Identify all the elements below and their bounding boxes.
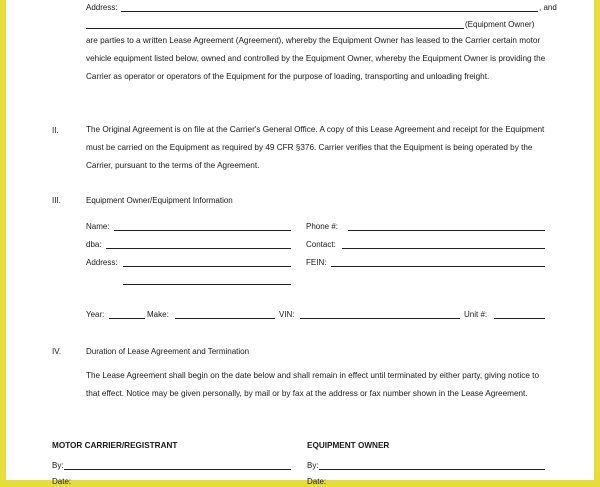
phone-label: Phone #: [306, 222, 339, 231]
make-label: Make: [147, 310, 169, 319]
section-iv-title: Duration of Lease Agreement and Termination [86, 347, 250, 356]
vin-field[interactable] [300, 318, 460, 319]
motor-carrier-heading: MOTOR CARRIER/REGISTRANT [52, 441, 178, 450]
owner-address-field-2[interactable] [123, 284, 291, 285]
section-iii-number: III. [52, 196, 61, 205]
fein-field[interactable] [331, 266, 545, 267]
contact-field[interactable] [342, 248, 545, 249]
owner-address-label: Address: [86, 258, 118, 267]
name-field[interactable] [114, 230, 291, 231]
owner-by-label: By: [307, 461, 319, 470]
section-ii-number: II. [52, 126, 59, 135]
lease-agreement-page [6, 0, 594, 486]
dba-label: dba: [86, 240, 102, 249]
fein-label: FEIN: [306, 258, 327, 267]
vin-label: VIN: [279, 310, 295, 319]
year-field[interactable] [109, 318, 145, 319]
phone-field[interactable] [348, 230, 545, 231]
equipment-owner-line[interactable] [86, 28, 464, 29]
owner-signature-line[interactable] [319, 469, 545, 470]
unit-label: Unit #: [464, 310, 488, 319]
carrier-by-label: By: [52, 461, 64, 470]
equipment-owner-heading: EQUIPMENT OWNER [307, 441, 390, 450]
address-line[interactable] [121, 11, 538, 12]
section-ii-text: The Original Agreement is on file at the Carrier's General Office. A copy of this Lease Agreement and receipt for the Equipment must be carried on the Equipment as required by 49 CFR §376. Carrier verifies that the Equipment is being operated by the Carrier, pursuant to the terms of the Agreement. [86, 125, 545, 170]
unit-field[interactable] [494, 318, 545, 319]
dba-field[interactable] [106, 248, 291, 249]
section-iii-title: Equipment Owner/Equipment Information [86, 196, 233, 205]
carrier-signature-line[interactable] [64, 469, 291, 470]
carrier-date-label: Date: [52, 477, 72, 486]
address-label: Address: [86, 3, 118, 12]
owner-date-label: Date: [307, 477, 327, 486]
equipment-owner-caption: (Equipment Owner) [465, 20, 535, 29]
section-iv-text: The Lease Agreement shall begin on the date below and shall remain in effect until terminated by either party, giving notice to that effect. Notice may be given personally, by mail or by fax at the address or fax number shown in the Lease Agreement. [86, 371, 540, 398]
section-iv-number: IV. [52, 347, 62, 356]
year-label: Year: [86, 310, 105, 319]
paragraph-intro: are parties to a written Lease Agreement (Agreement), whereby the Equipment Owner has leased to the Carrier certain motor vehicle equipment listed below, owned and controlled by the Equipment Owner, whereby the Equipment Owner is providing the Carrier as operator or operators of the Equipment for the purpose of loading, transporting and unloading freight. [86, 36, 546, 81]
contact-label: Contact: [306, 240, 336, 249]
and-text: , and [539, 3, 557, 12]
name-label: Name: [86, 222, 110, 231]
owner-address-field[interactable] [123, 266, 291, 267]
make-field[interactable] [175, 318, 275, 319]
